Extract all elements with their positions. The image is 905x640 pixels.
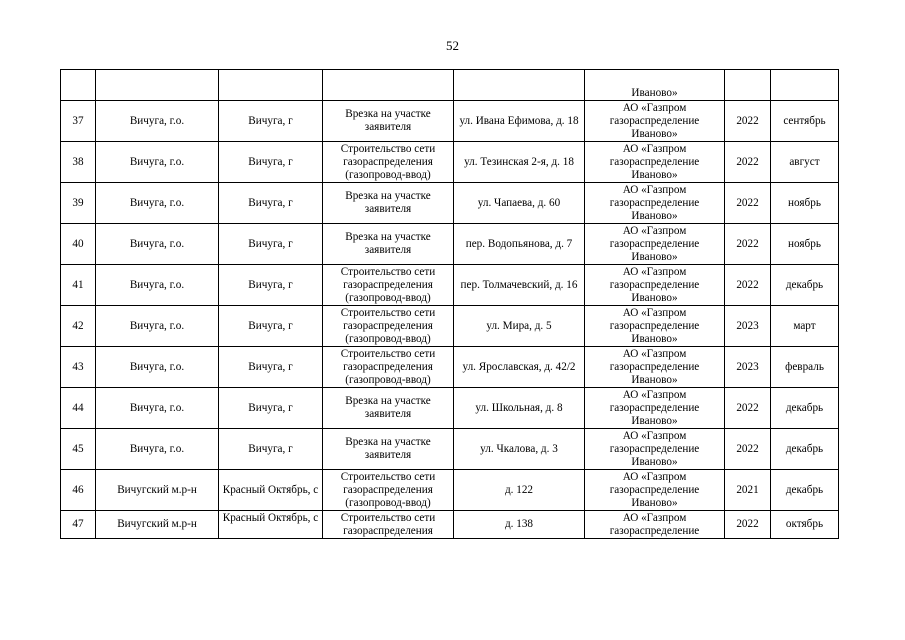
cell-district (96, 70, 219, 101)
cell-district: Вичуга, г.о. (96, 142, 219, 183)
cell-settlement: Вичуга, г (219, 183, 323, 224)
cell-address: ул. Ивана Ефимова, д. 18 (454, 101, 585, 142)
cell-year: 2022 (725, 388, 771, 429)
cell-month: март (771, 306, 839, 347)
cell-number: 46 (61, 470, 96, 511)
cell-month: декабрь (771, 265, 839, 306)
cell-number: 42 (61, 306, 96, 347)
cell-address (454, 70, 585, 101)
cell-year: 2023 (725, 347, 771, 388)
cell-number: 40 (61, 224, 96, 265)
cell-district: Вичуга, г.о. (96, 265, 219, 306)
cell-work-type: Врезка на участке заявителя (323, 429, 454, 470)
cell-work-type: Строительство сети газораспределения (газопровод-ввод) (323, 142, 454, 183)
cell-district: Вичугский м.р-н (96, 511, 219, 539)
cell-settlement: Вичуга, г (219, 142, 323, 183)
cell-month: ноябрь (771, 224, 839, 265)
cell-settlement: Вичуга, г (219, 306, 323, 347)
cell-address: ул. Чапаева, д. 60 (454, 183, 585, 224)
cell-organization: АО «Газпром газораспределение Иваново» (585, 142, 725, 183)
cell-year: 2023 (725, 306, 771, 347)
cell-month: декабрь (771, 429, 839, 470)
cell-settlement: Вичуга, г (219, 388, 323, 429)
cell-work-type: Строительство сети газораспределения (323, 511, 454, 539)
cell-work-type: Врезка на участке заявителя (323, 388, 454, 429)
cell-year: 2022 (725, 265, 771, 306)
table-row (61, 183, 839, 224)
cell-organization: АО «Газпром газораспределение Иваново» (585, 470, 725, 511)
cell-work-type: Врезка на участке заявителя (323, 101, 454, 142)
cell-address: ул. Школьная, д. 8 (454, 388, 585, 429)
table-row (61, 265, 839, 306)
cell-settlement: Вичуга, г (219, 101, 323, 142)
cell-year: 2022 (725, 101, 771, 142)
table-row (61, 429, 839, 470)
cell-organization: АО «Газпром газораспределение Иваново» (585, 347, 725, 388)
cell-district: Вичуга, г.о. (96, 306, 219, 347)
table-row (61, 470, 839, 511)
cell-district: Вичугский м.р-н (96, 470, 219, 511)
table-row (61, 142, 839, 183)
cell-settlement: Красный Октябрь, с (219, 511, 323, 539)
cell-number: 43 (61, 347, 96, 388)
cell-settlement: Вичуга, г (219, 265, 323, 306)
table-row-partial (61, 511, 839, 539)
gas-connection-table (60, 69, 839, 539)
cell-address: д. 138 (454, 511, 585, 539)
cell-number: 41 (61, 265, 96, 306)
cell-organization: АО «Газпром газораспределение Иваново» (585, 101, 725, 142)
cell-month: октябрь (771, 511, 839, 539)
cell-work-type (323, 70, 454, 101)
cell-organization: АО «Газпром газораспределение Иваново» (585, 224, 725, 265)
cell-number: 38 (61, 142, 96, 183)
cell-month: ноябрь (771, 183, 839, 224)
cell-organization: АО «Газпром газораспределение Иваново» (585, 306, 725, 347)
cell-year: 2022 (725, 511, 771, 539)
cell-district: Вичуга, г.о. (96, 388, 219, 429)
cell-work-type: Строительство сети газораспределения (газопровод-ввод) (323, 347, 454, 388)
cell-settlement: Вичуга, г (219, 429, 323, 470)
cell-work-type: Врезка на участке заявителя (323, 224, 454, 265)
cell-address: ул. Мира, д. 5 (454, 306, 585, 347)
cell-organization: АО «Газпром газораспределение Иваново» (585, 183, 725, 224)
cell-settlement (219, 70, 323, 101)
cell-year: 2021 (725, 470, 771, 511)
cell-settlement: Вичуга, г (219, 347, 323, 388)
cell-work-type: Строительство сети газораспределения (газопровод-ввод) (323, 306, 454, 347)
cell-district: Вичуга, г.о. (96, 347, 219, 388)
cell-organization: АО «Газпром газораспределение (585, 511, 725, 539)
cell-address: пер. Водопьянова, д. 7 (454, 224, 585, 265)
cell-organization: АО «Газпром газораспределение Иваново» (585, 429, 725, 470)
cell-district: Вичуга, г.о. (96, 183, 219, 224)
cell-address: ул. Чкалова, д. 3 (454, 429, 585, 470)
cell-year (725, 70, 771, 101)
cell-year: 2022 (725, 183, 771, 224)
cell-year: 2022 (725, 429, 771, 470)
cell-address: пер. Толмачевский, д. 16 (454, 265, 585, 306)
cell-district: Вичуга, г.о. (96, 224, 219, 265)
cell-number: 39 (61, 183, 96, 224)
table-row (61, 224, 839, 265)
cell-number: 45 (61, 429, 96, 470)
cell-number (61, 70, 96, 101)
cell-year: 2022 (725, 142, 771, 183)
cell-settlement: Красный Октябрь, с (219, 470, 323, 511)
cell-month (771, 70, 839, 101)
cell-number: 44 (61, 388, 96, 429)
cell-organization: АО «Газпром газораспределение Иваново» (585, 388, 725, 429)
cell-settlement: Вичуга, г (219, 224, 323, 265)
cell-month: сентябрь (771, 101, 839, 142)
table-row (61, 306, 839, 347)
cell-address: д. 122 (454, 470, 585, 511)
cell-month: август (771, 142, 839, 183)
cell-address: ул. Тезинская 2-я, д. 18 (454, 142, 585, 183)
cell-number: 47 (61, 511, 96, 539)
cell-district: Вичуга, г.о. (96, 101, 219, 142)
cell-year: 2022 (725, 224, 771, 265)
table-row-continuation (61, 70, 839, 101)
cell-district: Вичуга, г.о. (96, 429, 219, 470)
cell-organization: Иваново» (585, 70, 725, 101)
cell-number: 37 (61, 101, 96, 142)
cell-month: декабрь (771, 388, 839, 429)
cell-work-type: Строительство сети газораспределения (газопровод-ввод) (323, 470, 454, 511)
cell-work-type: Врезка на участке заявителя (323, 183, 454, 224)
cell-month: февраль (771, 347, 839, 388)
cell-month: декабрь (771, 470, 839, 511)
table-row (61, 101, 839, 142)
page-number: 52 (446, 38, 459, 53)
cell-address: ул. Ярославская, д. 42/2 (454, 347, 585, 388)
table-row (61, 388, 839, 429)
table-row (61, 347, 839, 388)
cell-work-type: Строительство сети газораспределения (газопровод-ввод) (323, 265, 454, 306)
cell-organization: АО «Газпром газораспределение Иваново» (585, 265, 725, 306)
